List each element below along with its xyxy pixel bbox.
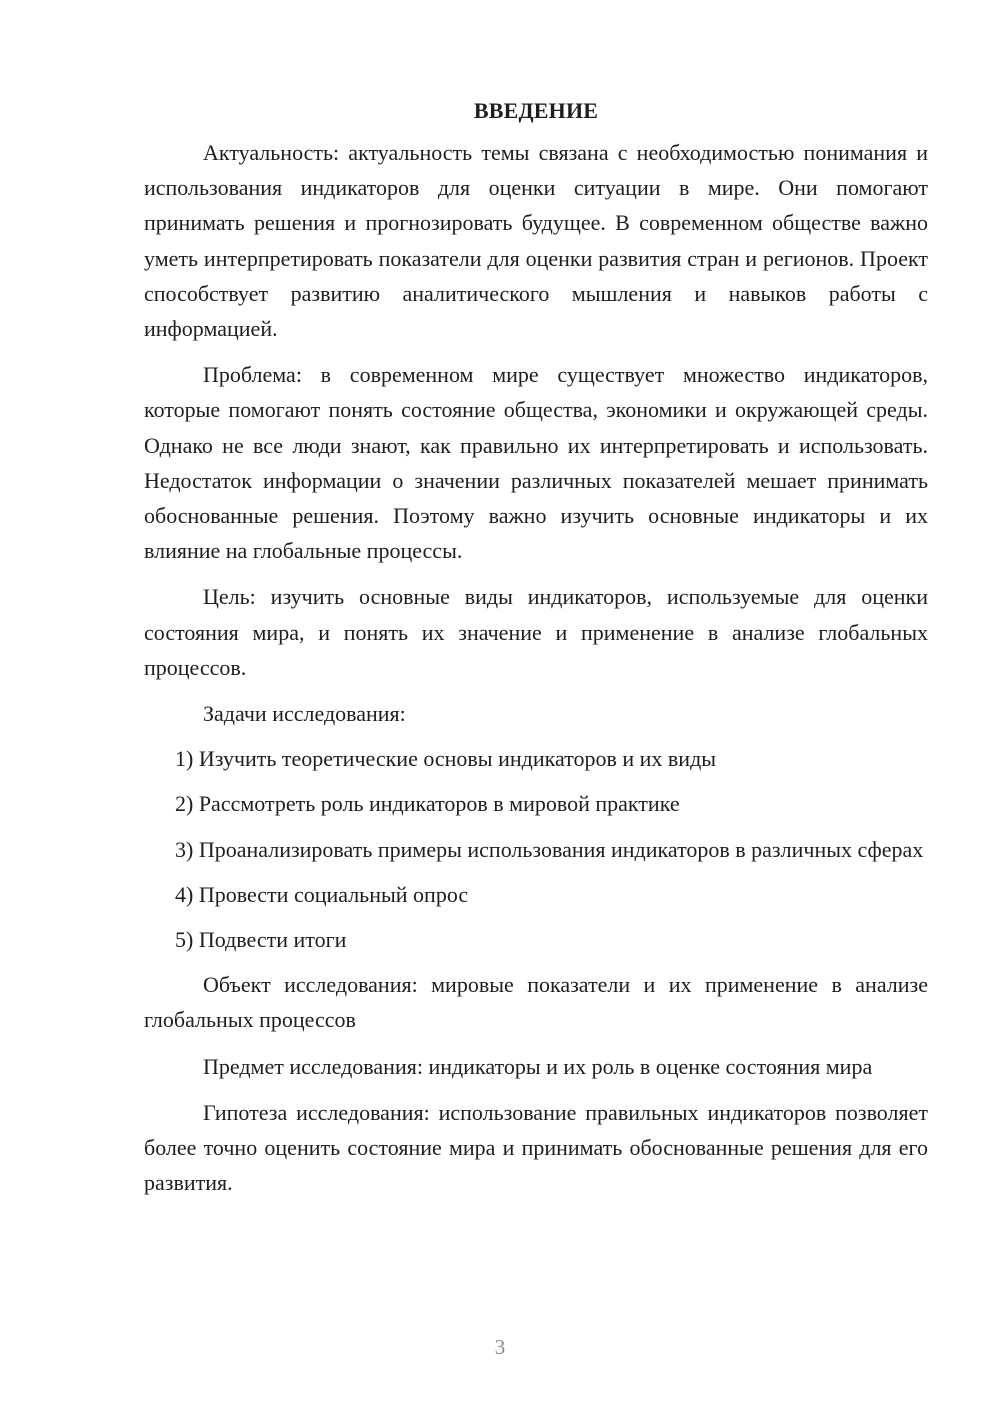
page-content bbox=[144, 94, 928, 1211]
task-item: 5) Подвести итоги bbox=[175, 927, 347, 953]
section-title: ВВЕДЕНИЕ bbox=[473, 98, 599, 123]
tasks-list bbox=[144, 741, 928, 957]
hypothesis-paragraph: Гипотеза исследования: использование правильных индикаторов позволяет более точно оценить состояние мира и принимать обоснованные решения для его развития. bbox=[144, 1099, 928, 1196]
relevance-paragraph: Актуальность: актуальность темы связана с необходимостью понимания и использования индикаторов для оценки ситуации в мире. Они помогают принимать решения и прогнозировать будущее. В современном обществе важно уметь интерпретировать показатели для оценки развития стран и регионов. Проект способствует развитию аналитического мышления и навыков работы с информацией. bbox=[144, 140, 928, 342]
task-item: 2) Рассмотреть роль индикаторов в мировой практике bbox=[175, 791, 680, 817]
page-number: 3 bbox=[494, 1335, 506, 1359]
problem-paragraph: Проблема: в современном мире существует множество индикаторов, которые помогают понять состояние общества, экономики и окружающей среды. Однако не все люди знают, как правильно их интерпретировать и использовать. Недостаток информации о значении различных показателей мешает принимать обоснованные решения. Поэтому важно изучить основные индикаторы и их влияние на глобальные процессы. bbox=[144, 362, 928, 564]
tasks-heading: Задачи исследования: bbox=[203, 701, 406, 727]
subject-paragraph: Предмет исследования: индикаторы и их роль в оценке состояния мира bbox=[203, 1053, 873, 1079]
task-item: 4) Провести социальный опрос bbox=[175, 881, 469, 907]
goal-paragraph: Цель: изучить основные виды индикаторов, используемые для оценки состояния мира, и понять их значение и применение в анализе глобальных процессов. bbox=[144, 584, 928, 680]
task-item: 3) Проанализировать примеры использования индикаторов в различных сферах bbox=[175, 836, 924, 862]
task-item: 1) Изучить теоретические основы индикаторов и их виды bbox=[175, 746, 717, 772]
object-paragraph: Объект исследования: мировые показатели и их применение в анализе глобальных процессов bbox=[144, 972, 928, 1033]
